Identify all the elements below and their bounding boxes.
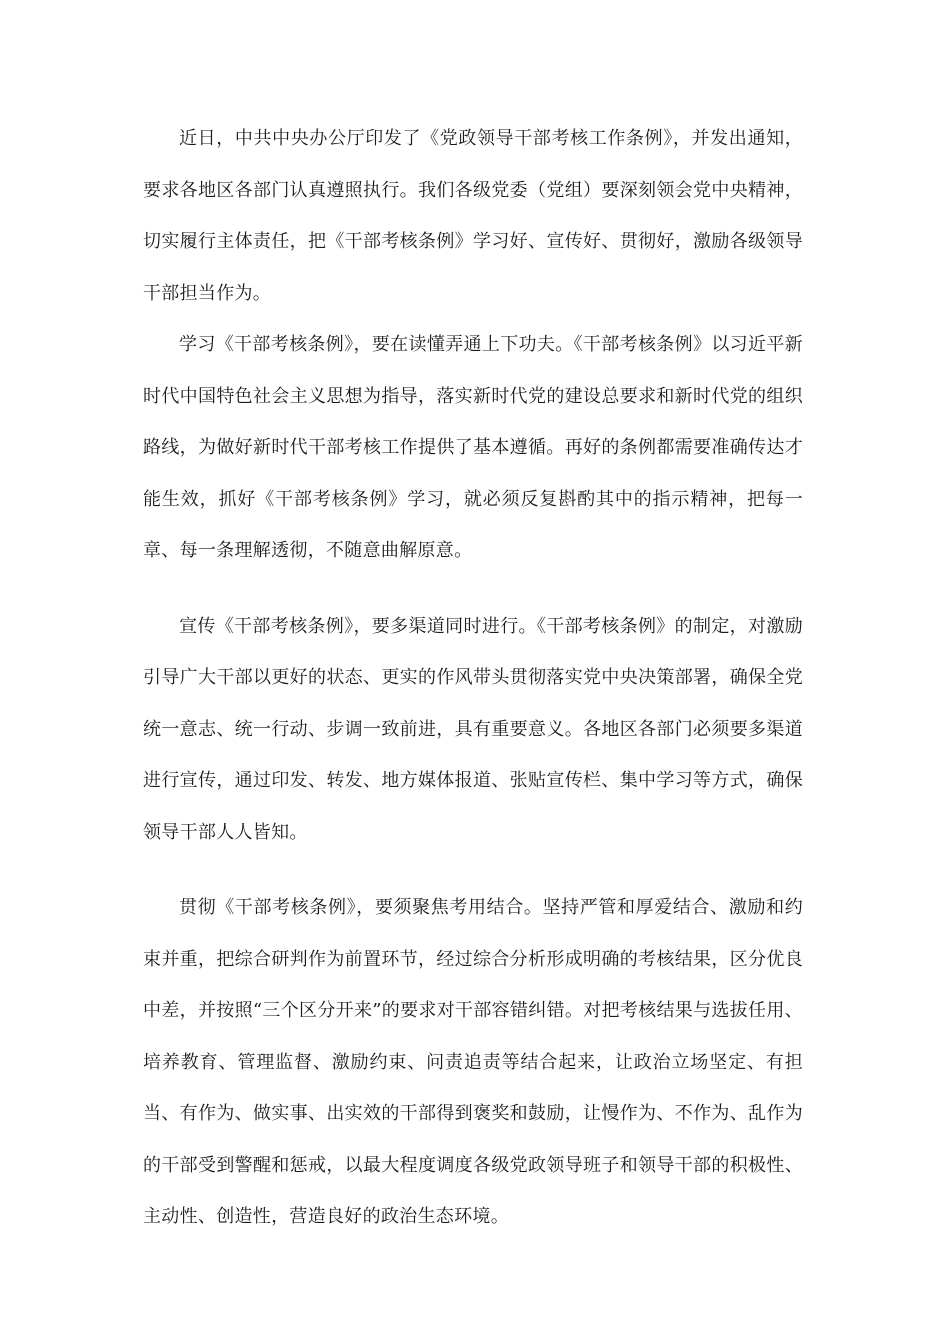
paragraph-intro: 近日，中共中央办公厅印发了《党政领导干部考核工作条例》，并发出通知，要求各地区各部门认真遵照执行。我们各级党委（党组）要深刻领会党中央精神，切实履行主体责任，把《干部考核条例》学习好、宣传好、贯彻好，激励各级领导干部担当作为。	[143, 128, 803, 304]
paragraph-gap	[143, 858, 803, 882]
document-body	[143, 113, 803, 1243]
paragraph-implement: 贯彻《干部考核条例》，要须聚焦考用结合。坚持严管和厚爱结合、激励和约束并重，把综合研判作为前置环节，经过综合分析形成明确的考核结果，区分优良中差，并按照“三个区分开来”的要求对干部容错纠错。对把考核结果与选拔任用、培养教育、管理监督、激励约束、问责追责等结合起来，让政治立场坚定、有担当、有作为、做实事、出实效的干部得到褒奖和鼓励，让慢作为、不作为、乱作为的干部受到警醒和惩戒，以最大程度调度各级党政领导班子和领导干部的积极性、主动性、创造性，营造良好的政治生态环境。	[143, 897, 803, 1227]
paragraph-study: 学习《干部考核条例》，要在读懂弄通上下功夫。《干部考核条例》以习近平新时代中国特色社会主义思想为指导，落实新时代党的建设总要求和新时代党的组织路线，为做好新时代干部考核工作提供了基本遵循。再好的条例都需要准确传达才能生效，抓好《干部考核条例》学习，就必须反复斟酌其中的指示精神，把每一章、每一条理解透彻，不随意曲解原意。	[143, 334, 803, 561]
paragraph-publicize: 宣传《干部考核条例》，要多渠道同时进行。《干部考核条例》的制定，对激励引导广大干部以更好的状态、更实的作风带头贯彻落实党中央决策部署，确保全党统一意志、统一行动、步调一致前进，具有重要意义。各地区各部门必须要多渠道进行宣传，通过印发、转发、地方媒体报道、张贴宣传栏、集中学习等方式，确保领导干部人人皆知。	[143, 615, 803, 843]
paragraph-gap	[143, 577, 803, 601]
